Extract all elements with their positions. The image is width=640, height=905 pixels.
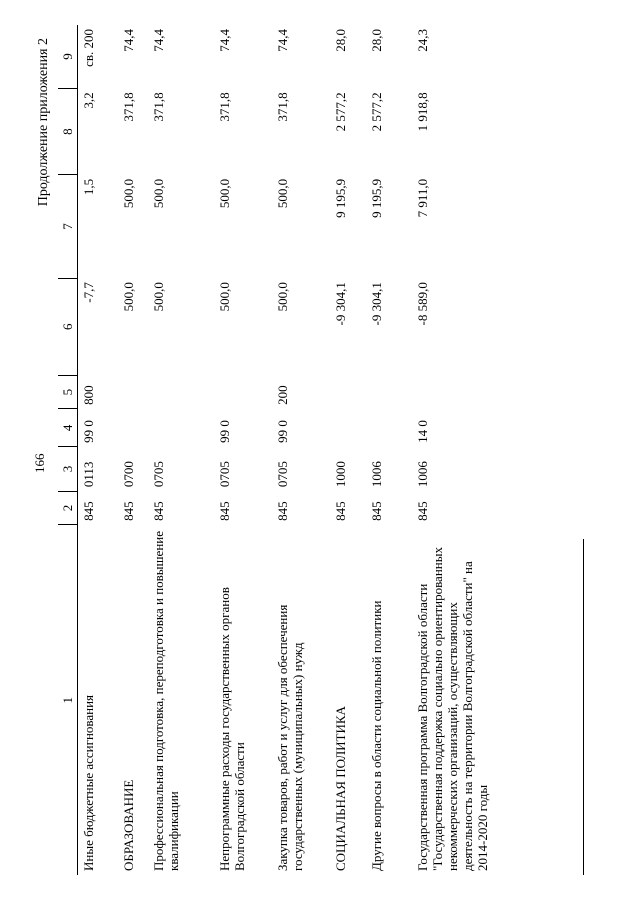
row-name: Государственная программа Волгоградской области "Государственная поддержка социально ориентированных некоммерческих организаций, осуществляющих деятельность на территории Волгоградской области" на 2014-2020 годы bbox=[415, 547, 490, 871]
cell-col9: св. 200 bbox=[81, 29, 96, 67]
cell-col6: -9 304,1 bbox=[333, 282, 348, 326]
row-name: Непрограммные расходы государственных органов Волгоградской области bbox=[217, 587, 247, 871]
cell-section-code: 0113 bbox=[81, 461, 96, 488]
cell-section-code: 0705 bbox=[217, 461, 232, 488]
cell-section-code: 1000 bbox=[333, 461, 348, 488]
cell-ministry-code: 845 bbox=[369, 501, 384, 521]
cell-ministry-code: 845 bbox=[333, 501, 348, 521]
cell-col6: 500,0 bbox=[217, 282, 232, 312]
cell-target-code bbox=[330, 409, 366, 447]
appendix-caption: Продолжение приложения 2 bbox=[36, 38, 51, 207]
cell-expense-type bbox=[118, 375, 148, 409]
cell-col6: 500,0 bbox=[275, 282, 290, 312]
cell-col9: 74,4 bbox=[121, 29, 136, 52]
cell-expense-type bbox=[148, 375, 214, 409]
table-row bbox=[272, 25, 330, 875]
row-name: ОБРАЗОВАНИЕ bbox=[121, 779, 136, 871]
cell-section-code: 1006 bbox=[369, 461, 384, 488]
cell-ministry-code: 845 bbox=[415, 501, 430, 521]
header-cell: 8 bbox=[58, 88, 78, 174]
header-cell: 3 bbox=[58, 447, 78, 491]
table-row bbox=[412, 25, 528, 875]
cell-col9: 28,0 bbox=[369, 29, 384, 52]
cell-col9: 28,0 bbox=[333, 29, 348, 52]
cell-col9: 74,4 bbox=[217, 29, 232, 52]
cell-target-code bbox=[148, 409, 214, 447]
cell-col7: 500,0 bbox=[151, 178, 166, 209]
cell-ministry-code: 845 bbox=[275, 501, 290, 521]
cell-expense-type bbox=[366, 375, 412, 409]
cell-col8: 371,8 bbox=[121, 92, 136, 122]
cell-col7: 500,0 bbox=[121, 178, 136, 209]
cell-col9: 24,3 bbox=[415, 29, 430, 52]
cell-section-code: 0705 bbox=[151, 461, 166, 488]
cell-expense-type: 800 bbox=[81, 385, 96, 405]
table-row bbox=[118, 25, 148, 875]
header-cell: 5 bbox=[58, 375, 78, 409]
cell-col8: 371,8 bbox=[151, 92, 166, 122]
cell-col6: -9 304,1 bbox=[369, 282, 384, 326]
column-divider-line bbox=[583, 539, 584, 875]
row-name: Другие вопросы в области социальной политики bbox=[369, 600, 384, 871]
table-row bbox=[330, 25, 366, 875]
cell-section-code: 0705 bbox=[275, 461, 290, 488]
cell-col6: 500,0 bbox=[151, 282, 166, 312]
cell-col7: 1,5 bbox=[81, 178, 96, 196]
cell-target-code bbox=[118, 409, 148, 447]
header-cell: 2 bbox=[58, 491, 78, 525]
table-row bbox=[366, 25, 412, 875]
cell-col9: 74,4 bbox=[275, 29, 290, 52]
cell-col7: 500,0 bbox=[217, 178, 232, 209]
header-cell: 4 bbox=[58, 409, 78, 447]
header-cell: 6 bbox=[58, 278, 78, 375]
cell-target-code: 14 0 bbox=[415, 420, 430, 443]
cell-expense-type bbox=[330, 375, 366, 409]
cell-col7: 9 195,9 bbox=[333, 178, 348, 218]
cell-col6: 500,0 bbox=[121, 282, 136, 312]
cell-col8: 3,2 bbox=[81, 92, 96, 109]
cell-target-code bbox=[366, 409, 412, 447]
row-name: СОЦИАЛЬНАЯ ПОЛИТИКА bbox=[333, 706, 348, 871]
header-cell: 1 bbox=[58, 525, 78, 875]
table-row bbox=[78, 25, 119, 875]
table-row bbox=[214, 25, 272, 875]
cell-col8: 371,8 bbox=[275, 92, 290, 122]
cell-ministry-code: 845 bbox=[121, 501, 136, 521]
cell-target-code: 99 0 bbox=[275, 420, 290, 443]
cell-col7: 9 195,9 bbox=[369, 178, 384, 218]
cell-col8: 2 577,2 bbox=[333, 92, 348, 132]
cell-section-code: 1006 bbox=[415, 461, 430, 488]
cell-col7: 500,0 bbox=[275, 178, 290, 209]
budget-table bbox=[58, 25, 528, 875]
row-name: Закупка товаров, работ и услуг для обеспечения государственных (муниципальных) нужд bbox=[275, 604, 305, 871]
cell-section-code: 0700 bbox=[121, 461, 136, 488]
cell-ministry-code: 845 bbox=[151, 501, 166, 521]
header-cell: 7 bbox=[58, 175, 78, 278]
cell-col8: 2 577,2 bbox=[369, 92, 384, 132]
cell-ministry-code: 845 bbox=[217, 501, 232, 521]
cell-col6: -7,7 bbox=[81, 282, 96, 303]
table-row bbox=[148, 25, 214, 875]
page-number: 166 bbox=[32, 453, 47, 473]
cell-target-code: 99 0 bbox=[81, 420, 96, 443]
cell-col6: -8 589,0 bbox=[415, 282, 430, 326]
cell-col9: 74,4 bbox=[151, 29, 166, 52]
row-name: Профессиональная подготовка, переподготовка и повышение квалификации bbox=[151, 530, 181, 871]
cell-expense-type bbox=[412, 375, 528, 409]
row-name: Иные бюджетные ассигнования bbox=[81, 694, 96, 871]
cell-target-code: 99 0 bbox=[217, 420, 232, 443]
cell-col8: 1 918,8 bbox=[415, 92, 430, 132]
header-cell: 9 bbox=[58, 25, 78, 88]
cell-expense-type: 200 bbox=[275, 385, 290, 405]
cell-col8: 371,8 bbox=[217, 92, 232, 122]
cell-col7: 7 911,0 bbox=[415, 178, 430, 218]
header-row bbox=[58, 25, 78, 875]
cell-ministry-code: 845 bbox=[81, 501, 96, 521]
cell-expense-type bbox=[214, 375, 272, 409]
